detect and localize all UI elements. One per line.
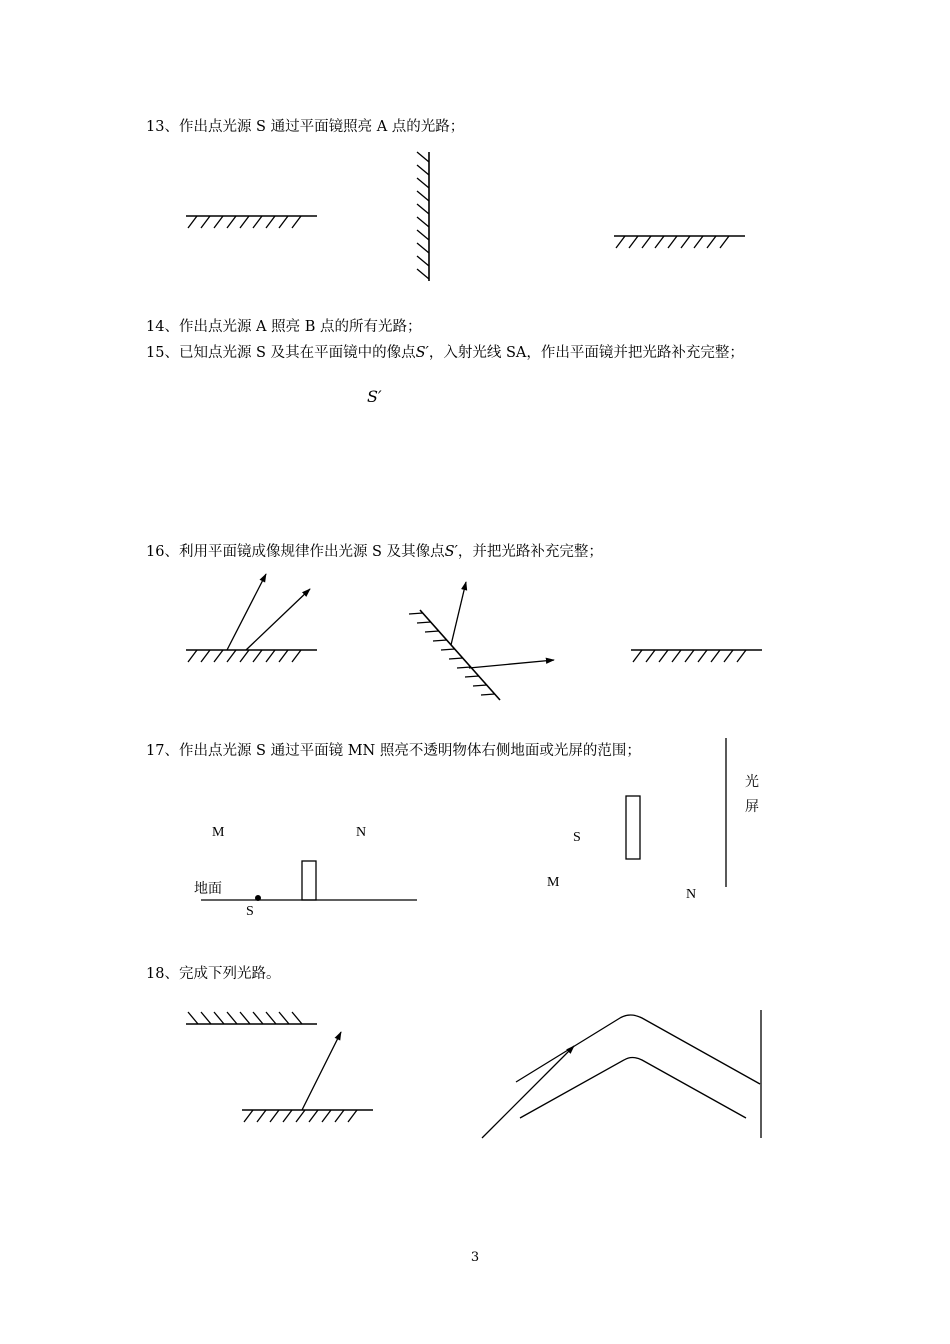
q16-mirror-tilted: [409, 610, 500, 700]
page-number: 3: [470, 1250, 480, 1265]
q17-label-ground: 地面: [194, 882, 222, 897]
q18-incident-ray-2: [482, 1046, 574, 1138]
q17-label-s1: S: [246, 904, 254, 919]
q18-mirror-bottom: [242, 1110, 373, 1122]
s-prime-symbol: S′: [415, 345, 429, 361]
q17-label-n2: N: [686, 887, 697, 902]
image-point-s-prime: S′: [367, 387, 382, 406]
q16-reflected-ray-2: [246, 589, 310, 650]
question-16-text-b: ，并把光路补充完整；: [457, 544, 603, 560]
question-16-text-a: 16、利用平面镜成像规律作出光源 S 及其像点: [146, 544, 445, 560]
q16-reflected-ray-3: [451, 582, 466, 645]
q18-bent-tube-outer: [516, 1015, 760, 1084]
q16-reflected-ray-4: [469, 660, 554, 668]
q16-reflected-ray-1: [227, 574, 266, 650]
q17-label-screen-2: 屏: [745, 800, 759, 815]
q17-label-s2: S: [573, 830, 581, 845]
question-18: 18、完成下列光路。: [146, 966, 281, 982]
question-17: 17、作出点光源 S 通过平面镜 MN 照亮不透明物体右侧地面或光屏的范围；: [146, 743, 641, 759]
s-prime-symbol: S′: [444, 544, 458, 560]
q17-opaque-object-1: [302, 861, 316, 900]
q17-label-m1: M: [212, 825, 225, 840]
q13-mirror-right: [614, 236, 745, 248]
q18-incident-ray-1: [302, 1032, 341, 1110]
question-15-text-a: 15、已知点光源 S 及其在平面镜中的像点: [146, 345, 416, 361]
q17-light-source-dot: [255, 895, 261, 901]
question-15-text-b: ，入射光线 SA，作出平面镜并把光路补充完整；: [428, 345, 744, 361]
q13-mirror-vertical: [417, 152, 429, 281]
q17-label-m2: M: [547, 875, 560, 890]
question-14: 14、作出点光源 A 照亮 B 点的所有光路；: [146, 319, 422, 335]
q17-label-n1: N: [356, 825, 367, 840]
q17-opaque-object-2: [626, 796, 640, 859]
question-13: 13、作出点光源 S 通过平面镜照亮 A 点的光路；: [146, 119, 465, 135]
q13-mirror-left: [186, 216, 317, 228]
q16-mirror-right: [631, 650, 762, 662]
q18-mirror-top: [186, 1012, 317, 1024]
q17-label-screen-1: 光: [745, 775, 759, 790]
q16-mirror-left: [186, 650, 317, 662]
